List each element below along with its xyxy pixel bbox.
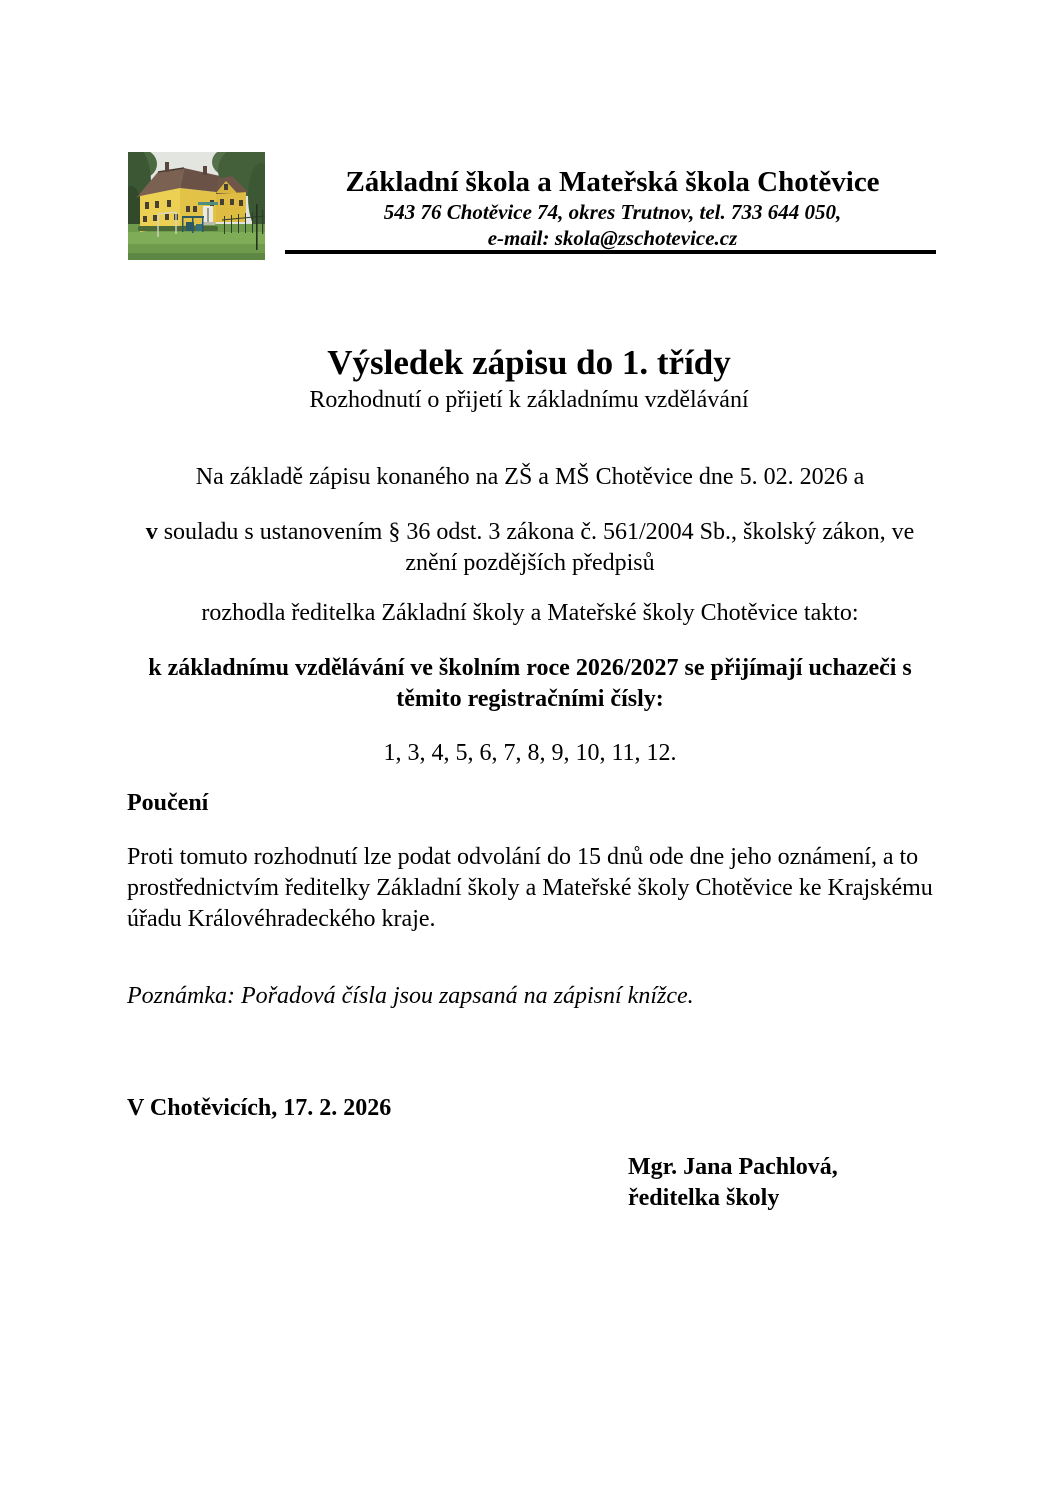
intro-paragraph: Na základě zápisu konaného na ZŠ a MŠ Chotěvice dne 5. 02. 2026 a	[195, 464, 865, 490]
document-title: Výsledek zápisu do 1. třídy	[327, 343, 731, 382]
registration-numbers: 1, 3, 4, 5, 6, 7, 8, 9, 10, 11, 12.	[383, 740, 677, 766]
admitted-statement: k základnímu vzdělávání ve školním roce 2026/2027 se přijímají uchazeči s těmito registračními čísly:	[148, 655, 912, 712]
place-date: V Chotěvicích, 17. 2. 2026	[127, 1095, 392, 1121]
advice-heading: Poučení	[127, 790, 209, 816]
law-paragraph-rest: souladu s ustanovením § 36 odst. 3 zákona č. 561/2004 Sb., školský zákon, ve znění pozdějších předpisů	[157, 519, 915, 576]
decision-paragraph: rozhodla ředitelka Základní školy a Mateřské školy Chotěvice takto:	[201, 600, 859, 626]
law-paragraph-bold-v: v	[145, 519, 158, 545]
school-email: e-mail: skola@zschotevice.cz	[487, 226, 738, 250]
school-name: Základní škola a Mateřská škola Chotěvice	[345, 166, 880, 198]
law-paragraph	[127, 517, 933, 579]
document-subtitle: Rozhodnutí o přijetí k základnímu vzdělávání	[309, 387, 749, 413]
signature-role: ředitelka školy	[628, 1185, 780, 1211]
advice-paragraph: Proti tomuto rozhodnutí lze podat odvolání do 15 dnů ode dne jeho oznámení, a to prostřednictvím ředitelky Základní školy a Mateřské školy Chotěvice ke Krajskému úřadu Královéhradeckého kraje.	[127, 844, 933, 932]
letterhead	[285, 165, 940, 251]
signature-name: Mgr. Jana Pachlová,	[628, 1154, 838, 1180]
school-address: 543 76 Chotěvice 74, okres Trutnov, tel. 733 644 050,	[383, 200, 842, 224]
letterhead-divider	[285, 250, 936, 254]
signature-block	[628, 1152, 838, 1214]
school-building-photo	[128, 152, 265, 260]
note-paragraph: Poznámka: Pořadová čísla jsou zapsaná na zápisní knížce.	[127, 983, 694, 1009]
